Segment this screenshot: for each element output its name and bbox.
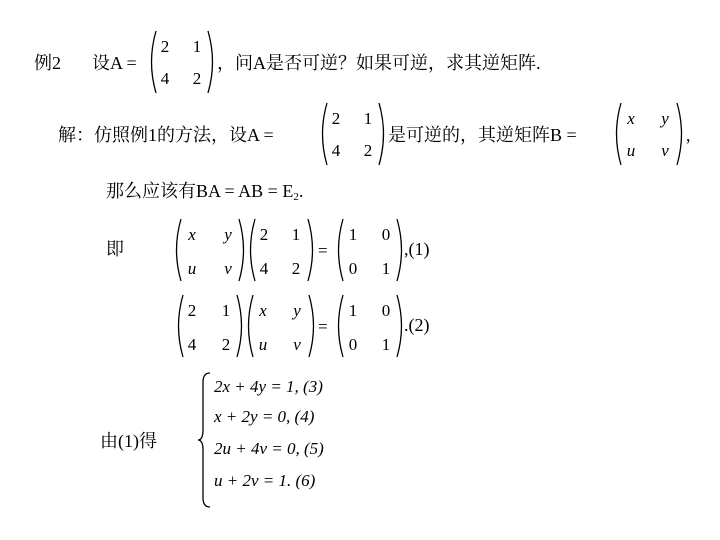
equals-sign: = [318,317,328,336]
right-paren-icon [308,294,318,358]
example-label: 例2 [34,53,61,73]
system-equation: 2x + 4y = 1, (3) [214,377,323,396]
left-brace-icon [198,372,212,508]
equals-sign: = [318,241,328,260]
example-question: ，问A是否可逆？如果可逆，求其逆矩阵. [217,53,541,73]
example-let: 设A = [92,53,137,73]
solution-mid: 是可逆的，其逆矩阵B = [388,125,577,145]
right-paren-icon [378,102,388,166]
right-paren-icon [676,102,686,166]
system-label: 由(1)得 [100,431,157,451]
right-paren-icon [307,218,317,282]
system-equation: x + 2y = 0, (4) [214,407,315,426]
equation1-label: 即 [106,239,124,259]
equation-tag: .(2) [404,315,430,335]
identity-condition: 那么应该有BA = AB = $E_2$. [106,181,304,203]
right-paren-icon [207,30,217,94]
equation-tag: ,(1) [404,239,430,259]
system-equation: 2u + 4v = 0, (5) [214,439,324,458]
slide: 例2 设A = 2 1 4 2 ，问A是否可逆？如果可逆，求其逆矩阵. 解：仿照例1的方法，设A = 2 1 4 2 是可逆的，其逆矩阵B = x y u v , 那么应该有BA = AB = $E_2$. 即 x y u v 2 1 4 2 = 1 0 0 1 ,(1) 2 1 4 2 x y u v = 1 0 0 1 .(2) 由(1)得 2x + 4y = 1, (3) x + 2y = 0, (4) 2u + 4v = 0, (5) u + 2v = 1. (6) [0,0,720,540]
solution-prefix: 解：仿照例1的方法，设A = [58,125,274,145]
system-equation: u + 2v = 1. (6) [214,471,316,490]
solution-end: , [686,125,691,145]
